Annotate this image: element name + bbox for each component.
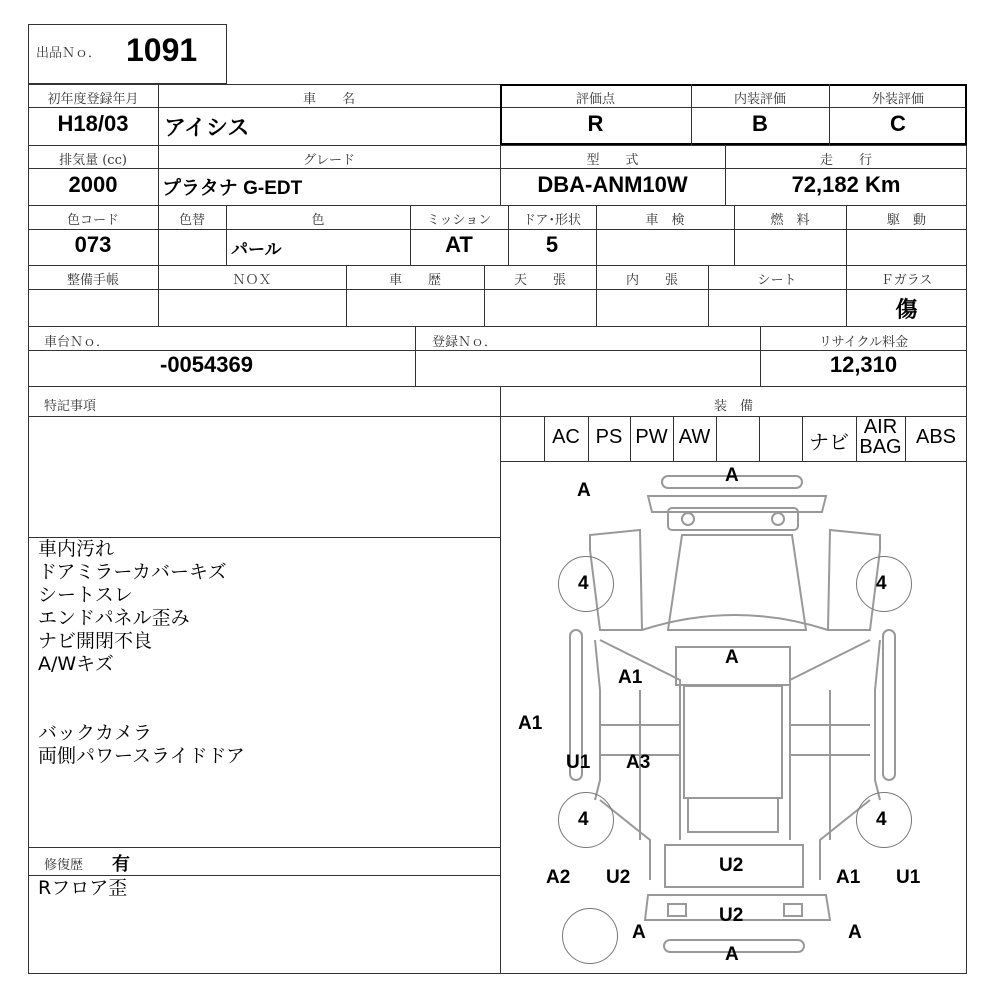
notes-label: 特記事項 (44, 399, 97, 414)
mark-tire-rr: 4 (876, 809, 887, 830)
color-value: パール (231, 240, 282, 259)
color-code-value: 073 (74, 232, 112, 257)
mark-front-left-corner: A (577, 480, 591, 501)
lot-label: 出品Ｎｏ． (36, 46, 102, 61)
door-value: 5 (545, 232, 559, 257)
interior-label: 内装評価 (733, 92, 786, 107)
model-value: DBA-ANM10W (537, 172, 688, 197)
mark-left-rear-fender: U2 (606, 867, 631, 888)
equip-aw: AW (678, 426, 711, 448)
equip-navi: ナビ (809, 432, 849, 454)
mileage-value: 72,182 Km (791, 172, 901, 197)
drive-label: 駆 動 (886, 213, 926, 228)
repair-text: Rフロア歪 (38, 877, 128, 899)
mark-back-door: U2 (719, 905, 744, 926)
cc-label: 排気量 (cc) (59, 153, 127, 168)
roof-label: 天 張 (513, 273, 566, 288)
color-change-label: 色替 (178, 213, 205, 228)
equip-pw: PW (635, 426, 668, 448)
equip-ac: AC (552, 426, 580, 448)
equipment-label: 装 備 (713, 399, 753, 414)
mark-tire-fl: 4 (578, 573, 589, 594)
grade-label: グレード (302, 153, 355, 168)
equip-ps: PS (595, 426, 623, 448)
mark-left-side: A1 (518, 713, 543, 734)
recycle-label: リサイクル料金 (818, 335, 909, 350)
name-value: アイシス (164, 115, 250, 140)
lot-number: 1091 (126, 32, 198, 68)
recycle-value: 12,310 (829, 352, 898, 377)
mark-windshield: A (725, 647, 739, 668)
mark-left-step: U1 (566, 752, 591, 773)
interior-trim-label: 内 張 (625, 273, 678, 288)
equip-air: AIR (863, 416, 898, 438)
notes-text: 車内汚れ ドアミラーカバーキズ シートスレ エンドパネル歪み ナビ開閉不良 A/Wキズ バックカメラ 両側パワースライドドア (38, 538, 245, 767)
color-code-label: 色コード (66, 213, 119, 228)
grade-value: プラタナ G-EDT (162, 178, 303, 199)
mark-rear-left-door: A3 (626, 752, 651, 773)
mission-label: ミッション (426, 213, 492, 228)
interior-value: B (752, 111, 768, 136)
mark-right-rear-fender: A1 (836, 867, 861, 888)
nox-label: ＮＯＸ (232, 273, 272, 288)
repair-label: 修復歴 (44, 858, 84, 873)
door-label: ドア･形状 (522, 213, 582, 228)
mark-rear-bumper: A (725, 944, 739, 965)
glass-value: 傷 (895, 297, 918, 322)
inspection-label: 車 検 (645, 213, 685, 228)
score-label: 評価点 (575, 92, 615, 107)
exterior-label: 外装評価 (871, 92, 924, 107)
seat-label: シート (757, 273, 797, 288)
car-damage-diagram (501, 462, 966, 973)
mark-rear-left-corner: A (632, 922, 646, 943)
reg-label: 登録Ｎｏ． (432, 335, 498, 350)
history-label: 車 歴 (388, 273, 441, 288)
glass-label: Ｆガラス (880, 273, 933, 288)
mark-front-left-door: A1 (618, 667, 643, 688)
color-label: 色 (311, 213, 325, 228)
chassis-label: 車台Ｎｏ． (44, 335, 110, 350)
chassis-value: -0054369 (160, 352, 253, 377)
repair-value: 有 (112, 854, 130, 874)
year-label: 初年度登録年月 (47, 92, 139, 107)
maintenance-label: 整備手帳 (66, 273, 119, 288)
exterior-value: C (890, 111, 906, 136)
fuel-label: 燃 料 (770, 213, 810, 228)
year-value: H18/03 (57, 111, 129, 136)
mark-rear-right-corner: A (848, 922, 862, 943)
mark-tire-fr: 4 (876, 573, 887, 594)
mark-left-quarter: A2 (546, 867, 571, 888)
model-label: 型 式 (586, 153, 639, 168)
name-label: 車 名 (302, 92, 355, 107)
equip-abs: ABS (915, 426, 957, 448)
mark-tire-rl: 4 (578, 809, 589, 830)
mark-right-quarter: U1 (896, 867, 921, 888)
spare-wheel (562, 908, 618, 964)
score-value: R (587, 111, 604, 136)
cc-value: 2000 (68, 172, 118, 197)
mark-rear-window: U2 (719, 855, 744, 876)
equip-bag: BAG (859, 436, 902, 458)
mark-front-bumper: A (725, 465, 739, 486)
mission-value: AT (445, 232, 473, 257)
mileage-label: 走 行 (819, 153, 872, 168)
